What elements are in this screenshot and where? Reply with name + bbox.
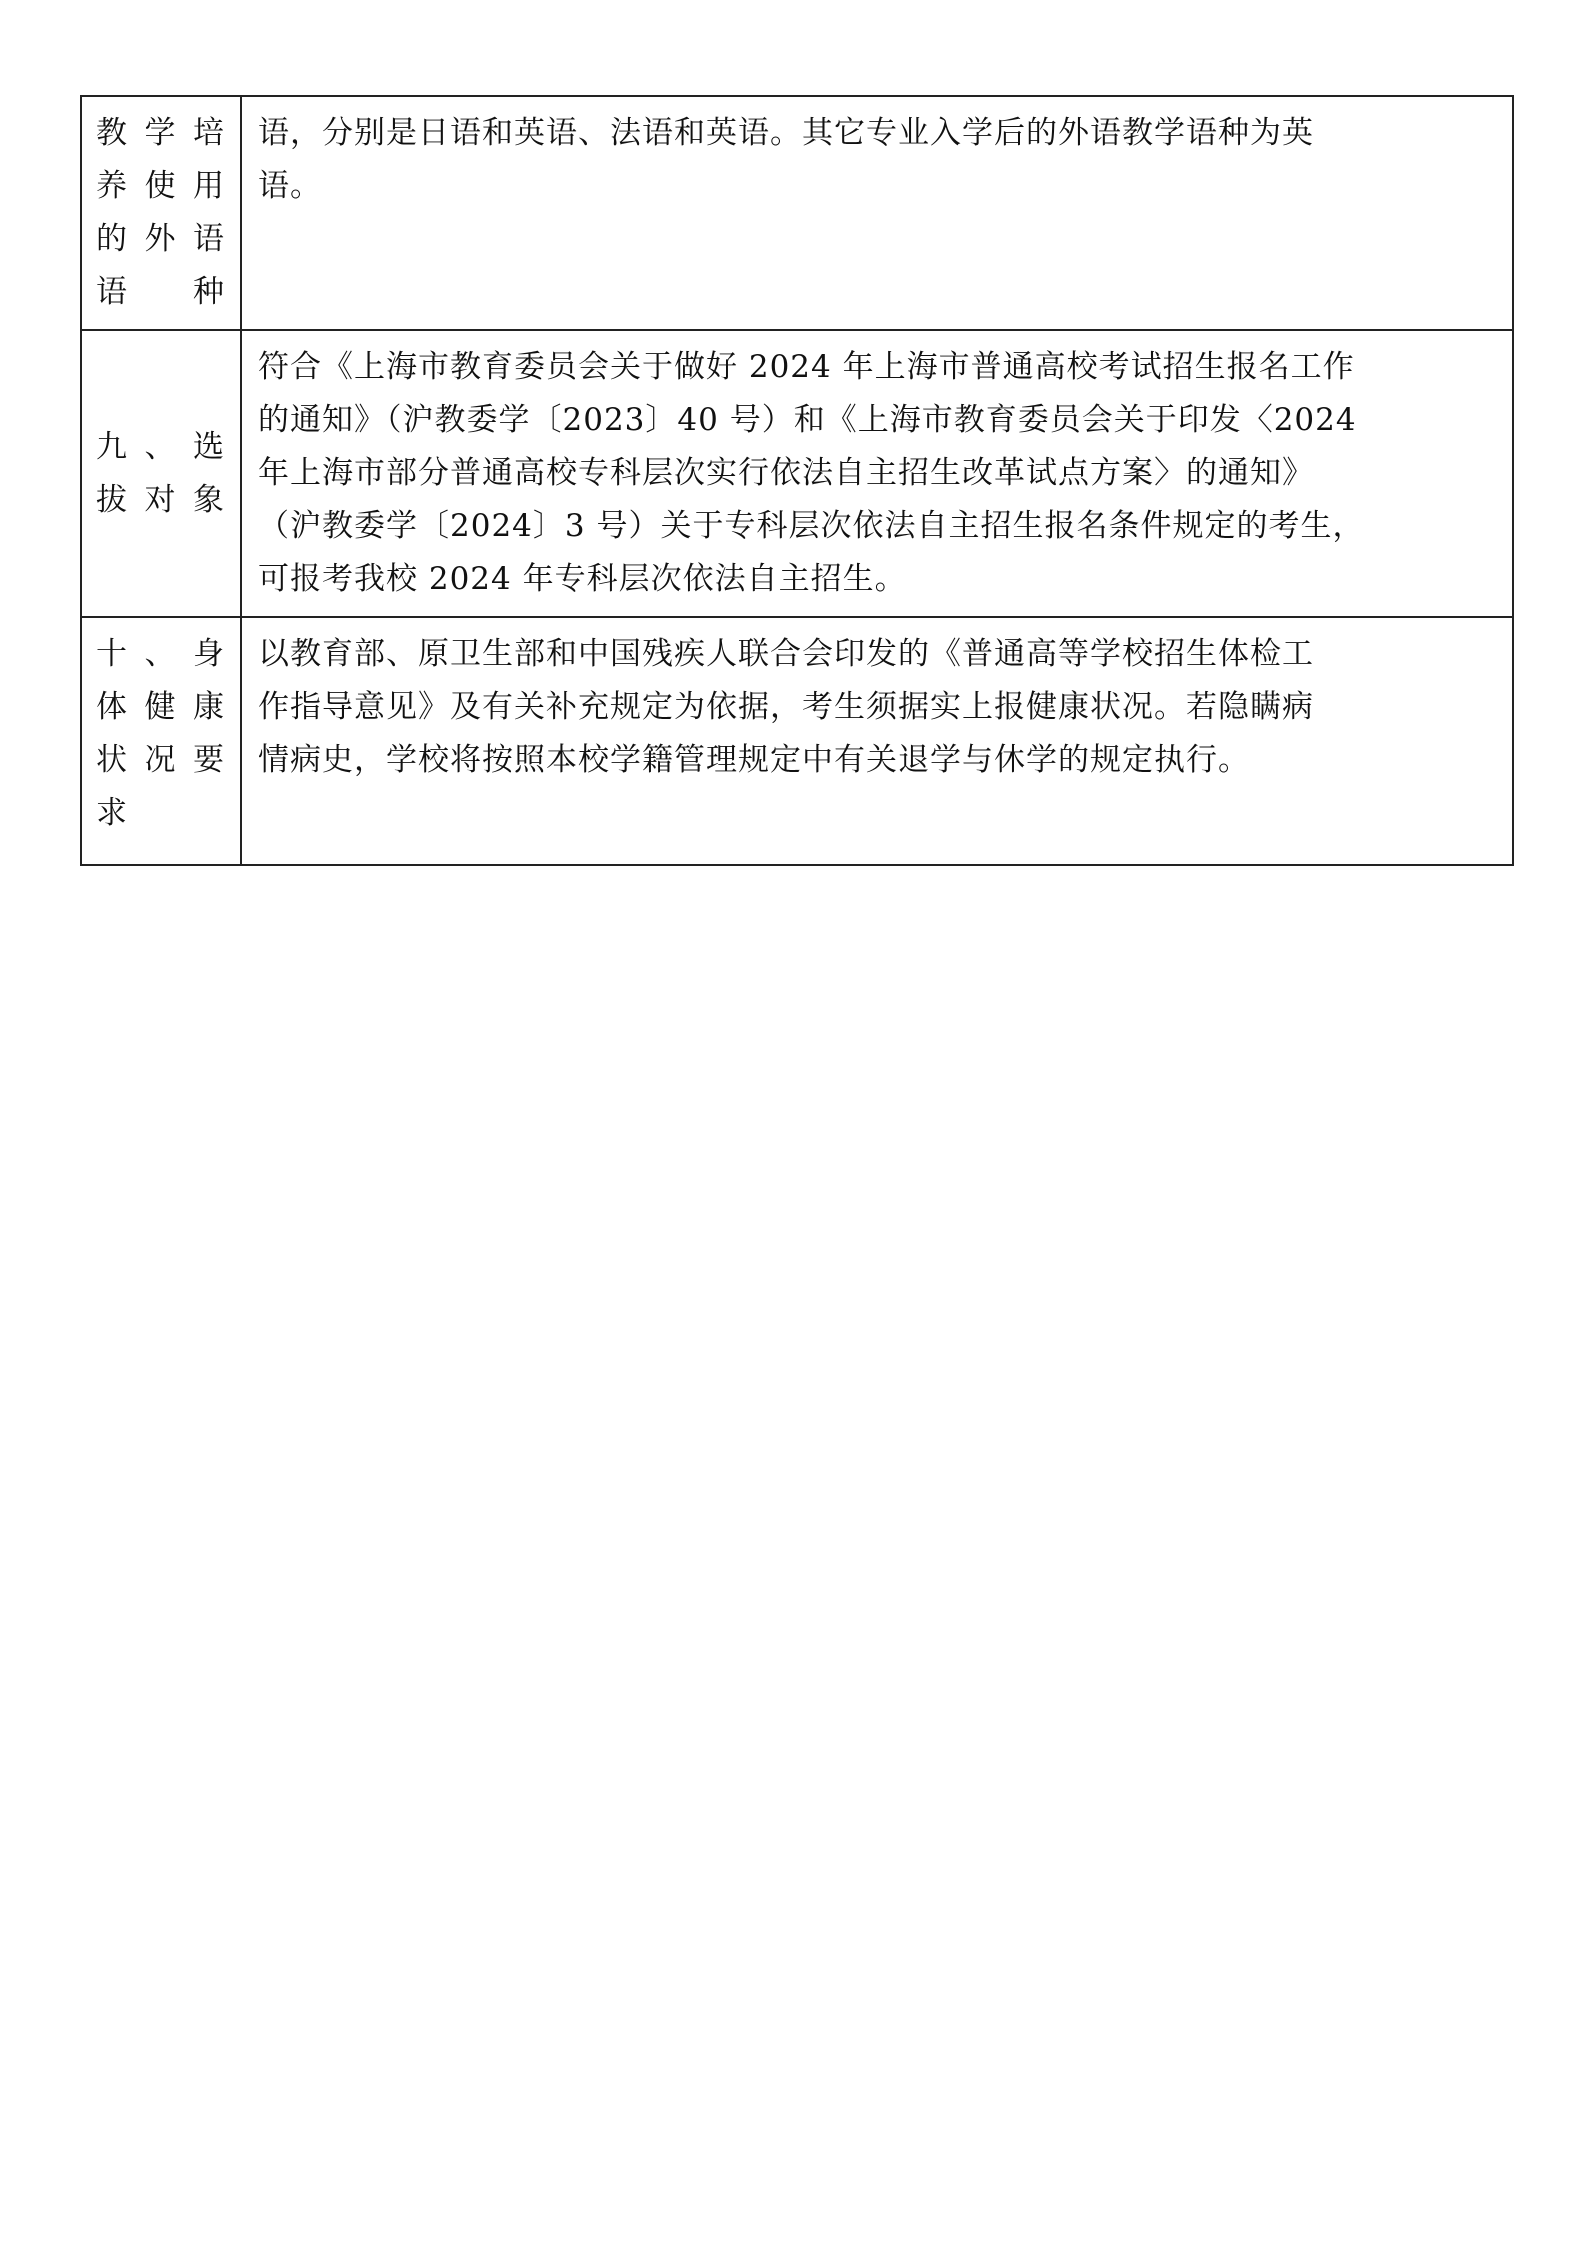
row-content-foreign-language — [241, 96, 1513, 330]
content-line: 情病史，学校将按照本校学籍管理规定中有关退学与休学的规定执行。 — [258, 742, 1250, 778]
content-line: 语。 — [258, 168, 322, 204]
row-label-health-requirements: 十、身体健康状况要求 — [81, 617, 241, 865]
row-content-health-requirements — [241, 617, 1513, 865]
content-line: 作指导意见》及有关补充规定为依据，考生须据实上报健康状况。若隐瞒病 — [258, 689, 1314, 725]
content-line: 语，分别是日语和英语、法语和英语。其它专业入学后的外语教学语种为英 — [258, 115, 1314, 151]
row-label-foreign-language: 教学培养使用的外语语种 — [81, 96, 241, 330]
row-content-selection-target — [241, 330, 1513, 617]
table-row-health-requirements — [81, 617, 1513, 865]
admission-info-table — [80, 95, 1514, 866]
table-row-foreign-language — [81, 96, 1513, 330]
content-line: 以教育部、原卫生部和中国残疾人联合会印发的《普通高等学校招生体检工 — [258, 636, 1314, 672]
content-line: 符合《上海市教育委员会关于做好 2024 年上海市普通高校考试招生报名工作 — [258, 349, 1355, 385]
content-line: （沪教委学〔2024〕3 号）关于专科层次依法自主招生报名条件规定的考生， — [258, 508, 1365, 544]
table-row-selection-target — [81, 330, 1513, 617]
row-label-selection-target: 九、选拔对象 — [81, 330, 241, 617]
content-line: 年上海市部分普通高校专科层次实行依法自主招生改革试点方案〉的通知》 — [258, 455, 1314, 491]
content-line: 的通知》（沪教委学〔2023〕40 号）和《上海市教育委员会关于印发〈2024 — [258, 402, 1357, 438]
content-line: 可报考我校 2024 年专科层次依法自主招生。 — [258, 561, 907, 597]
